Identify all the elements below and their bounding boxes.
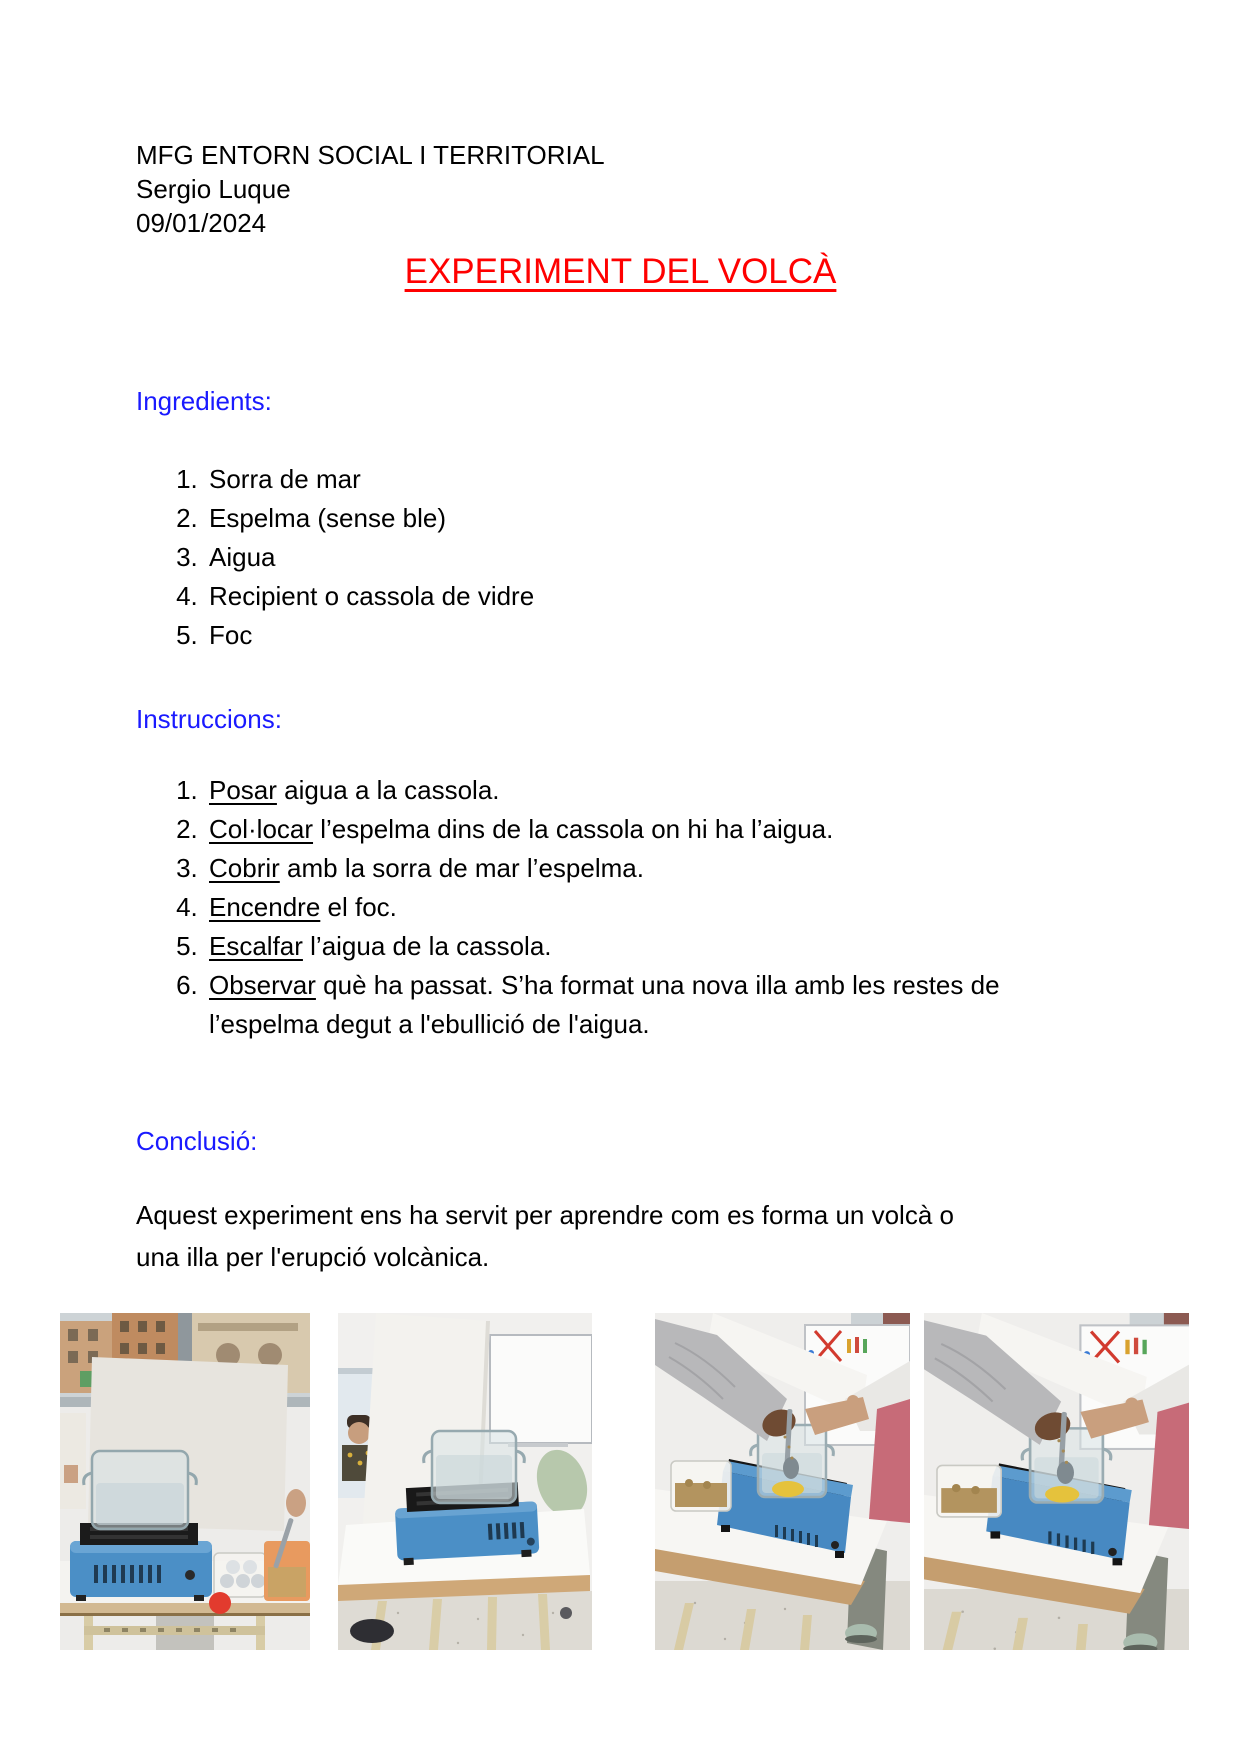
gas-stove — [70, 1523, 212, 1601]
candle-wax — [772, 1481, 804, 1497]
photo-stirring-sand-2 — [924, 1313, 1189, 1650]
instruction-verb: Cobrir — [209, 853, 280, 883]
red-lid — [209, 1592, 231, 1614]
photo-row — [0, 1313, 1241, 1650]
hand-on-board — [847, 1395, 859, 1407]
instruction-item — [205, 966, 1045, 1044]
sand-container — [671, 1461, 731, 1511]
instruction-item — [205, 849, 1045, 888]
instruction-verb: Col·locar — [209, 814, 314, 844]
ingredient-item: 1. Sorra de mar — [205, 460, 1005, 499]
instruction-item — [205, 927, 1045, 966]
page-title: EXPERIMENT DEL VOLCÀ — [404, 252, 837, 291]
photo-setup-ingredients — [60, 1313, 310, 1650]
photo-pot-on-stove — [338, 1313, 592, 1650]
instruction-verb: Posar — [209, 775, 277, 805]
instruction-rest: l’aigua de la cassola. — [302, 931, 552, 961]
ingredient-item: 3. Aigua — [205, 538, 1005, 577]
header-course: MFG ENTORN SOCIAL I TERRITORIAL — [136, 140, 605, 170]
ingredients-heading: Ingredients: — [136, 386, 272, 416]
dark-shoe — [350, 1619, 394, 1643]
instructions-list — [136, 771, 1045, 1044]
instruction-rest: l’espelma dins de la cassola on hi ha l’aigua. — [313, 814, 834, 844]
instruction-verb: Observar — [209, 970, 316, 1000]
ingredients-list — [136, 460, 1005, 655]
instruction-rest: aigua a la cassola. — [276, 775, 500, 805]
conclusion-heading: Conclusió: — [136, 1126, 258, 1156]
sand-container — [937, 1465, 1001, 1517]
caster-wheel — [560, 1607, 572, 1619]
hand-on-board — [1125, 1397, 1138, 1409]
photo-stirring-sand — [655, 1313, 910, 1650]
instruction-item — [205, 771, 1045, 810]
glass-pot — [84, 1451, 197, 1529]
person-left — [60, 1413, 86, 1509]
instruction-item — [205, 888, 1045, 927]
instruction-rest: el foc. — [320, 892, 397, 922]
ingredient-item: 2. Espelma (sense ble) — [205, 499, 1005, 538]
ingredient-item: 4. Recipient o cassola de vidre — [205, 577, 1005, 616]
instructions-heading: Instruccions: — [136, 704, 282, 734]
child-face — [348, 1422, 370, 1444]
header-author: Sergio Luque — [136, 174, 291, 204]
whiteboard — [490, 1335, 592, 1443]
instruction-rest: amb la sorra de mar l’espelma. — [279, 853, 644, 883]
instruction-item — [205, 810, 1045, 849]
instruction-verb: Escalfar — [209, 931, 303, 961]
instruction-rest: què ha passat. S’ha format una nova illa amb les restes de l’espelma degut a l'ebullició de l'aigua. — [209, 970, 1000, 1039]
glass-pot — [424, 1431, 525, 1503]
hand-holding-board — [286, 1489, 306, 1517]
header-date: 09/01/2024 — [136, 208, 267, 238]
tealight-container — [214, 1553, 266, 1597]
header — [136, 138, 605, 240]
candle-wax — [1045, 1486, 1079, 1502]
conclusion-paragraph: Aquest experiment ens ha servit per aprendre com es forma un volcà o una illa per l'erupció volcànica. — [136, 1200, 954, 1272]
instruction-verb: Encendre — [209, 892, 321, 922]
ingredient-item: 5. Foc — [205, 616, 1005, 655]
